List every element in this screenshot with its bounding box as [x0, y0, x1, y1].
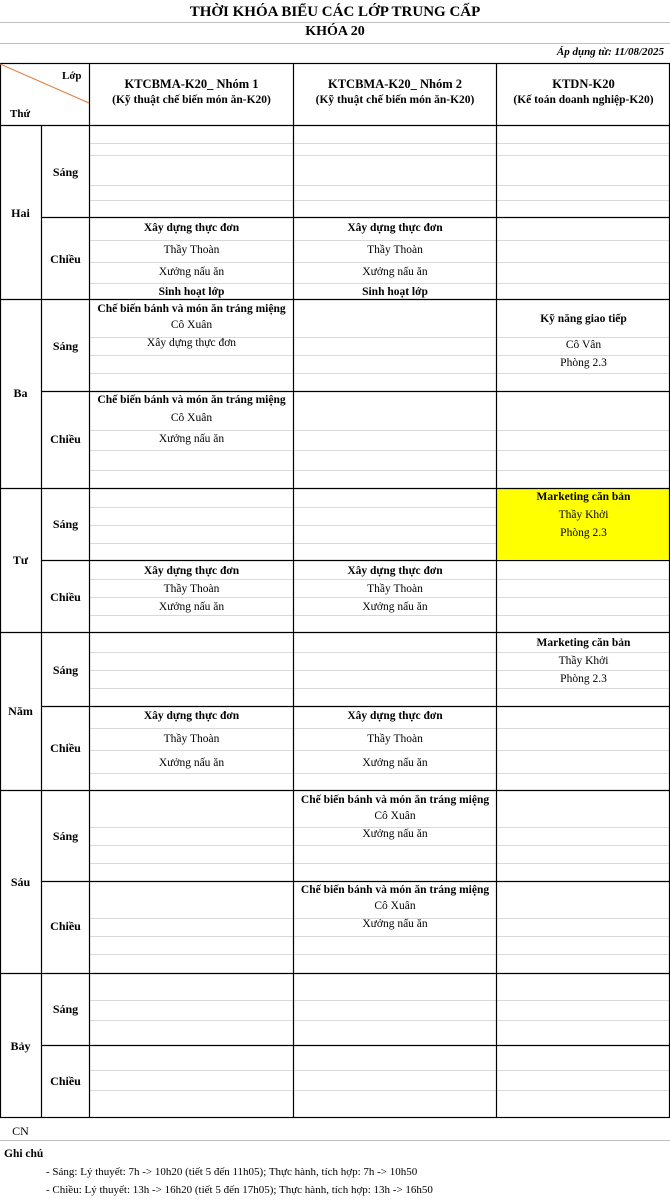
page-subtitle: KHÓA 20: [305, 24, 365, 39]
note-line-afternoon: - Chiều: Lý thuyết: 13h -> 16h20 (tiết 5 đến 17h05); Thực hành, tích hợp: 13h -> 16h50: [46, 1184, 433, 1196]
session-label-morning: Sáng: [52, 517, 79, 531]
slot-ba-chieu-group1: [96, 393, 287, 447]
room: Xưởng nấu ăn: [362, 601, 428, 613]
session-label-morning: Sáng: [52, 165, 79, 179]
applies-from-date: Áp dụng từ: 11/08/2025: [556, 46, 664, 58]
session-label-morning: Sáng: [52, 829, 79, 843]
subject: Xây dựng thực đơn: [143, 222, 240, 234]
session-label-morning: Sáng: [52, 1002, 79, 1016]
room: Xưởng nấu ăn: [362, 266, 428, 278]
teacher: Cô Vân: [565, 339, 602, 351]
subject: Kỹ năng giao tiếp: [540, 313, 627, 325]
slot-tu-chieu-group1: [90, 564, 293, 616]
teacher: Cô Xuân: [170, 411, 213, 424]
room: Xưởng nấu ăn: [362, 757, 428, 769]
slot-ba-sang-group1: [96, 302, 287, 351]
day-label-tu: Tư: [12, 553, 29, 567]
session-label-afternoon: Chiều: [50, 252, 81, 266]
session-label-afternoon: Chiều: [50, 1074, 81, 1088]
subject: Xây dựng thực đơn: [347, 710, 443, 722]
column-code: KTCBMA-K20_ Nhóm 2: [327, 77, 463, 91]
day-header-label: Thứ: [10, 108, 31, 120]
slot-nam-chieu-group1: [90, 709, 293, 772]
slot-hai-chieu-group1: [90, 221, 293, 301]
session-label-morning: Sáng: [52, 339, 79, 353]
column-name: (Kỹ thuật chế biến món ăn-K20): [112, 93, 271, 106]
subject: Xây dựng thực đơn: [347, 222, 443, 234]
session-label-afternoon: Chiều: [50, 590, 81, 604]
slot-hai-chieu-group2: [294, 221, 496, 301]
room: Phòng 2.3: [560, 673, 607, 685]
teacher: Cô Xuân: [170, 318, 213, 331]
teacher: Thầy Thoàn: [163, 583, 220, 595]
extra-activity: Sinh hoạt lớp: [362, 286, 428, 298]
session-label-afternoon: Chiều: [50, 919, 81, 933]
room: Xây dựng thực đơn: [146, 336, 237, 349]
teacher: Thầy Thoàn: [367, 244, 423, 256]
subject: Chế biến bánh và món ăn tráng miệng: [97, 303, 286, 315]
room: Xưởng nấu ăn: [158, 266, 225, 278]
room: Xưởng nấu ăn: [158, 601, 225, 613]
column-name: (Kế toán doanh nghiệp-K20): [513, 93, 654, 106]
day-label-hai: Hai: [11, 206, 30, 220]
column-code: KTDN-K20: [552, 77, 615, 91]
room: Xưởng nấu ăn: [158, 432, 225, 445]
column-name: (Kỹ thuật chế biến món ăn-K20): [315, 93, 475, 106]
teacher: Thầy Thoàn: [367, 583, 423, 595]
day-label-ba: Ba: [13, 386, 28, 400]
room: Xưởng nấu ăn: [362, 827, 428, 840]
session-label-afternoon: Chiều: [50, 741, 81, 755]
subject: Chế biến bánh và món ăn tráng miệng: [97, 394, 286, 406]
slot-tu-chieu-group2: [294, 564, 496, 616]
subject: Xây dựng thực đơn: [143, 710, 240, 722]
room: Xưởng nấu ăn: [362, 917, 428, 930]
room: Xưởng nấu ăn: [158, 757, 225, 769]
notes-title: Ghi chú: [4, 1148, 44, 1160]
day-label-cn: CN: [12, 1124, 29, 1138]
subject: Xây dựng thực đơn: [347, 565, 443, 577]
column-code: KTCBMA-K20_ Nhóm 1: [124, 77, 259, 91]
slot-sau-sang-group2: [300, 793, 490, 842]
teacher: Thầy Thoàn: [367, 733, 423, 745]
slot-sau-chieu-group2: [300, 883, 490, 932]
subject: Marketing căn bản: [536, 491, 631, 503]
teacher: Cô Xuân: [374, 809, 416, 822]
column-header-1: [90, 76, 293, 108]
page-title: THỜI KHÓA BIỂU CÁC LỚP TRUNG CẤP: [189, 4, 481, 20]
subject: Chế biến bánh và món ăn tráng miệng: [300, 794, 490, 806]
day-label-bay: Bảy: [10, 1039, 31, 1053]
subject: Marketing căn bản: [536, 637, 631, 649]
subject: Xây dựng thực đơn: [143, 565, 240, 577]
extra-activity: Sinh hoạt lớp: [158, 286, 225, 298]
session-label-afternoon: Chiều: [50, 432, 81, 446]
class-header-label: Lớp: [62, 70, 82, 82]
slot-nam-sang-ktdn: [497, 636, 670, 688]
teacher: Thầy Khởi: [558, 509, 609, 521]
day-label-nam: Năm: [8, 704, 33, 718]
slot-tu-sang-ktdn[interactable]: [497, 490, 670, 542]
teacher: Cô Xuân: [374, 899, 416, 912]
slot-nam-chieu-group2: [294, 709, 496, 772]
teacher: Thầy Thoàn: [163, 733, 220, 745]
note-line-morning: - Sáng: Lý thuyết: 7h -> 10h20 (tiết 5 đến 11h05); Thực hành, tích hợp: 7h -> 10h50: [46, 1166, 418, 1178]
column-header-3: [497, 76, 670, 108]
room: Phòng 2.3: [560, 357, 607, 369]
slot-ba-sang-ktdn: [497, 312, 670, 372]
room: Phòng 2.3: [560, 527, 607, 539]
column-header-2: [294, 76, 496, 108]
teacher: Thầy Khởi: [558, 655, 609, 667]
subject: Chế biến bánh và món ăn tráng miệng: [300, 884, 490, 896]
teacher: Thầy Thoàn: [163, 244, 220, 256]
day-label-sau: Sáu: [10, 875, 31, 889]
session-label-morning: Sáng: [52, 663, 79, 677]
